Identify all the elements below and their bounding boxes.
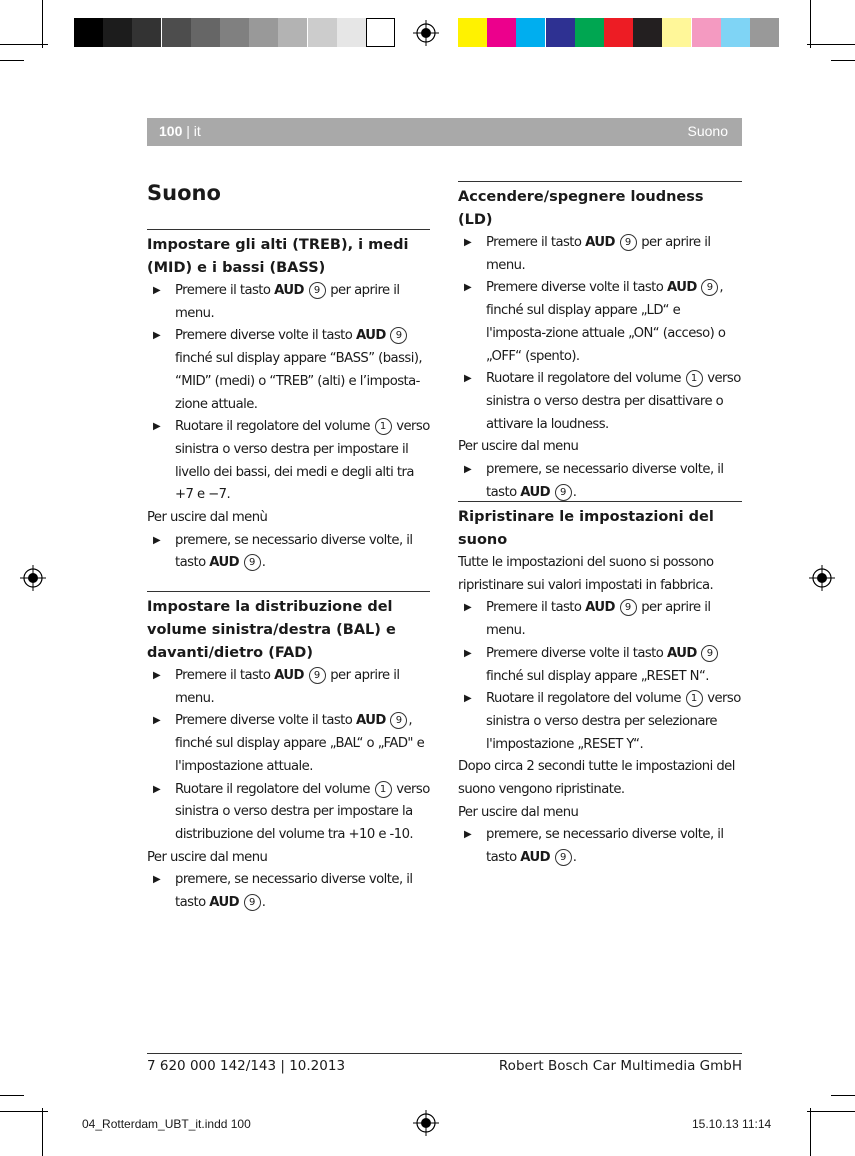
- color-swatch: [458, 18, 487, 47]
- color-swatch: [721, 18, 750, 47]
- crop-mark: [810, 0, 811, 48]
- instruction-step: ▶ premere, se necessario diverse volte, il tasto AUD 9 .: [458, 459, 742, 504]
- instruction-step: ▶ Premere diverse volte il tasto AUD 9 finché sul display appare “BASS” (bassi), “MID” (medi) o “TREB” (alti) e l’imposta-zione attuale.: [147, 325, 430, 416]
- bullet-arrow-icon: ▶: [153, 285, 161, 296]
- running-header: [147, 118, 742, 146]
- bullet-arrow-icon: ▶: [464, 282, 472, 294]
- key-label: AUD: [585, 235, 615, 250]
- bullet-arrow-icon: ▶: [464, 647, 472, 659]
- registration-mark-icon: [20, 565, 46, 591]
- paragraph: Per uscire dal menù: [147, 510, 268, 526]
- bullet-arrow-icon: ▶: [153, 715, 161, 727]
- crop-mark: [807, 1111, 855, 1112]
- bullet-arrow-icon: ▶: [153, 874, 161, 886]
- crop-mark: [42, 1108, 43, 1156]
- callout-number: 9: [701, 645, 718, 662]
- crop-mark: [810, 1108, 811, 1156]
- callout-number: 9: [309, 667, 326, 684]
- crop-mark: [831, 1095, 855, 1096]
- section-reset-sound: [458, 501, 742, 870]
- callout-number: 1: [375, 781, 392, 798]
- instruction-step: ▶ Premere il tasto AUD 9 per aprire il menu.: [147, 665, 430, 710]
- callout-number: 9: [309, 282, 326, 299]
- instruction-step: ▶ Premere il tasto AUD 9 per aprire il menu.: [458, 597, 742, 642]
- bullet-arrow-icon: ▶: [464, 829, 472, 841]
- section-body: [147, 665, 430, 915]
- instruction-step: ▶ Premere diverse volte il tasto AUD 9 , finché sul display appare „LD“ e l'imposta-zione attuale „ON“ (acceso) o „OFF“ (spento).: [458, 277, 742, 368]
- bullet-arrow-icon: ▶: [464, 602, 472, 614]
- callout-number: 9: [555, 484, 572, 501]
- crop-mark: [0, 60, 24, 61]
- bullet-arrow-icon: ▶: [153, 783, 161, 795]
- color-swatch: [633, 18, 662, 47]
- instruction-step: ▶ premere, se necessario diverse volte, il tasto AUD 9 .: [458, 824, 742, 869]
- callout-number: 1: [686, 690, 703, 707]
- slug-file-name: 04_Rotterdam_UBT_it.indd 100: [82, 1117, 251, 1131]
- key-label: AUD: [585, 600, 615, 616]
- key-label: AUD: [666, 280, 697, 296]
- section-loudness: [458, 181, 742, 504]
- registration-mark-icon: [809, 565, 835, 591]
- key-label: AUD: [209, 895, 240, 911]
- key-label: AUD: [666, 645, 697, 661]
- registration-mark-icon: [413, 1110, 439, 1136]
- key-label: AUD: [274, 668, 304, 683]
- section-heading: Impostare la distribuzione del volume sinistra/destra (BAL) e davanti/dietro (FAD): [147, 599, 396, 661]
- section-body: [458, 232, 742, 504]
- color-swatch: [191, 18, 220, 47]
- bullet-arrow-icon: ▶: [153, 534, 161, 546]
- slug-timestamp: 15.10.13 11:14: [692, 1117, 772, 1131]
- instruction-step: ▶ Ruotare il regolatore del volume 1 verso sinistra o verso destra per impostare il livello dei bassi, dei medi e degli alti tra +7 e −7.: [147, 416, 430, 507]
- bullet-arrow-icon: ▶: [464, 237, 472, 248]
- color-swatch: [662, 18, 691, 47]
- callout-number: 9: [620, 234, 637, 251]
- color-swatch: [337, 18, 366, 47]
- instruction-step: ▶ Premere diverse volte il tasto AUD 9 , finché sul display appare „BAL“ o „FAD" e l'impostazione attuale.: [147, 710, 430, 778]
- bullet-arrow-icon: ▶: [153, 670, 161, 681]
- color-swatch: [366, 18, 395, 47]
- color-swatch: [487, 18, 516, 47]
- section-heading: Ripristinare le impostazioni del suono: [458, 509, 714, 548]
- color-swatch: [278, 18, 307, 47]
- color-swatch: [575, 18, 604, 47]
- callout-number: 9: [390, 712, 407, 729]
- instruction-step: ▶ Ruotare il regolatore del volume 1 verso sinistra o verso destra per selezionare l'impostazione „RESET Y“.: [458, 688, 742, 756]
- paragraph: Dopo circa 2 secondi tutte le impostazioni del suono vengono ripristinate.: [458, 759, 735, 798]
- color-swatch: [604, 18, 633, 47]
- section-heading: Accendere/spegnere loudness (LD): [458, 189, 704, 228]
- crop-mark: [42, 0, 43, 48]
- key-label: AUD: [520, 484, 551, 500]
- key-label: AUD: [355, 713, 386, 729]
- color-swatch: [74, 18, 103, 47]
- callout-number: 9: [555, 849, 572, 866]
- key-label: AUD: [355, 328, 386, 344]
- language-code: | it: [186, 123, 201, 139]
- callout-number: 9: [244, 894, 261, 911]
- callout-number: 9: [620, 599, 637, 616]
- section-treble-mid-bass: [147, 229, 430, 575]
- bullet-arrow-icon: ▶: [153, 421, 161, 433]
- footer-document-number: 7 620 000 142/143 | 10.2013: [147, 1058, 346, 1074]
- registration-mark-icon: [413, 20, 439, 46]
- footer-rule: [147, 1053, 742, 1054]
- callout-number: 1: [686, 370, 703, 387]
- crop-mark: [0, 44, 48, 45]
- crop-mark: [0, 1111, 48, 1112]
- color-swatch: [692, 18, 721, 47]
- footer-company: Robert Bosch Car Multimedia GmbH: [498, 1058, 742, 1074]
- color-swatch: [516, 18, 545, 47]
- paragraph: Per uscire dal menu: [458, 804, 579, 820]
- color-swatch: [546, 18, 575, 47]
- color-swatch: [132, 18, 161, 47]
- section-heading: Impostare gli alti (TREB), i medi (MID) e i bassi (BASS): [147, 237, 409, 276]
- color-swatch: [308, 18, 337, 47]
- instruction-step: ▶ Ruotare il regolatore del volume 1 verso sinistra o verso destra per impostare la distribuzione del volume tra +10 e -10.: [147, 779, 430, 847]
- section-balance-fader: [147, 591, 430, 915]
- callout-number: 9: [390, 327, 407, 344]
- key-label: AUD: [520, 850, 551, 866]
- instruction-step: ▶ Premere diverse volte il tasto AUD 9 finché sul display appare „RESET N“.: [458, 643, 742, 688]
- crop-mark: [0, 1095, 24, 1096]
- instruction-step: ▶ Premere il tasto AUD 9 per aprire il menu.: [147, 280, 430, 325]
- section-body: [147, 280, 430, 575]
- header-section-title: Suono: [687, 123, 728, 139]
- key-label: AUD: [209, 555, 240, 571]
- color-swatch: [249, 18, 278, 47]
- section-body: [458, 552, 742, 870]
- bullet-arrow-icon: ▶: [153, 330, 161, 342]
- instruction-step: ▶ premere, se necessario diverse volte, il tasto AUD 9 .: [147, 869, 430, 914]
- crop-mark: [807, 44, 855, 45]
- callout-number: 9: [244, 554, 261, 571]
- paragraph: Tutte le impostazioni del suono si possono ripristinare sui valori impostati in fabbrica.: [458, 555, 714, 593]
- crop-mark: [831, 60, 855, 61]
- page-number: 100 | it: [159, 123, 201, 139]
- instruction-step: ▶ Ruotare il regolatore del volume 1 verso sinistra o verso destra per disattivare o attivare la loudness.: [458, 368, 742, 436]
- key-label: AUD: [274, 283, 304, 298]
- bullet-arrow-icon: ▶: [464, 693, 472, 705]
- instruction-step: ▶ premere, se necessario diverse volte, il tasto AUD 9 .: [147, 530, 430, 575]
- color-swatch: [220, 18, 249, 47]
- bullet-arrow-icon: ▶: [464, 373, 472, 385]
- page-title: Suono: [147, 181, 221, 205]
- bullet-arrow-icon: ▶: [464, 464, 472, 476]
- color-swatch: [750, 18, 779, 47]
- callout-number: 9: [701, 279, 718, 296]
- color-swatch: [162, 18, 191, 47]
- color-swatch: [103, 18, 132, 47]
- callout-number: 1: [375, 418, 392, 435]
- paragraph: Per uscire dal menu: [147, 849, 268, 865]
- paragraph: Per uscire dal menu: [458, 439, 579, 455]
- instruction-step: ▶ Premere il tasto AUD 9 per aprire il menu.: [458, 232, 742, 277]
